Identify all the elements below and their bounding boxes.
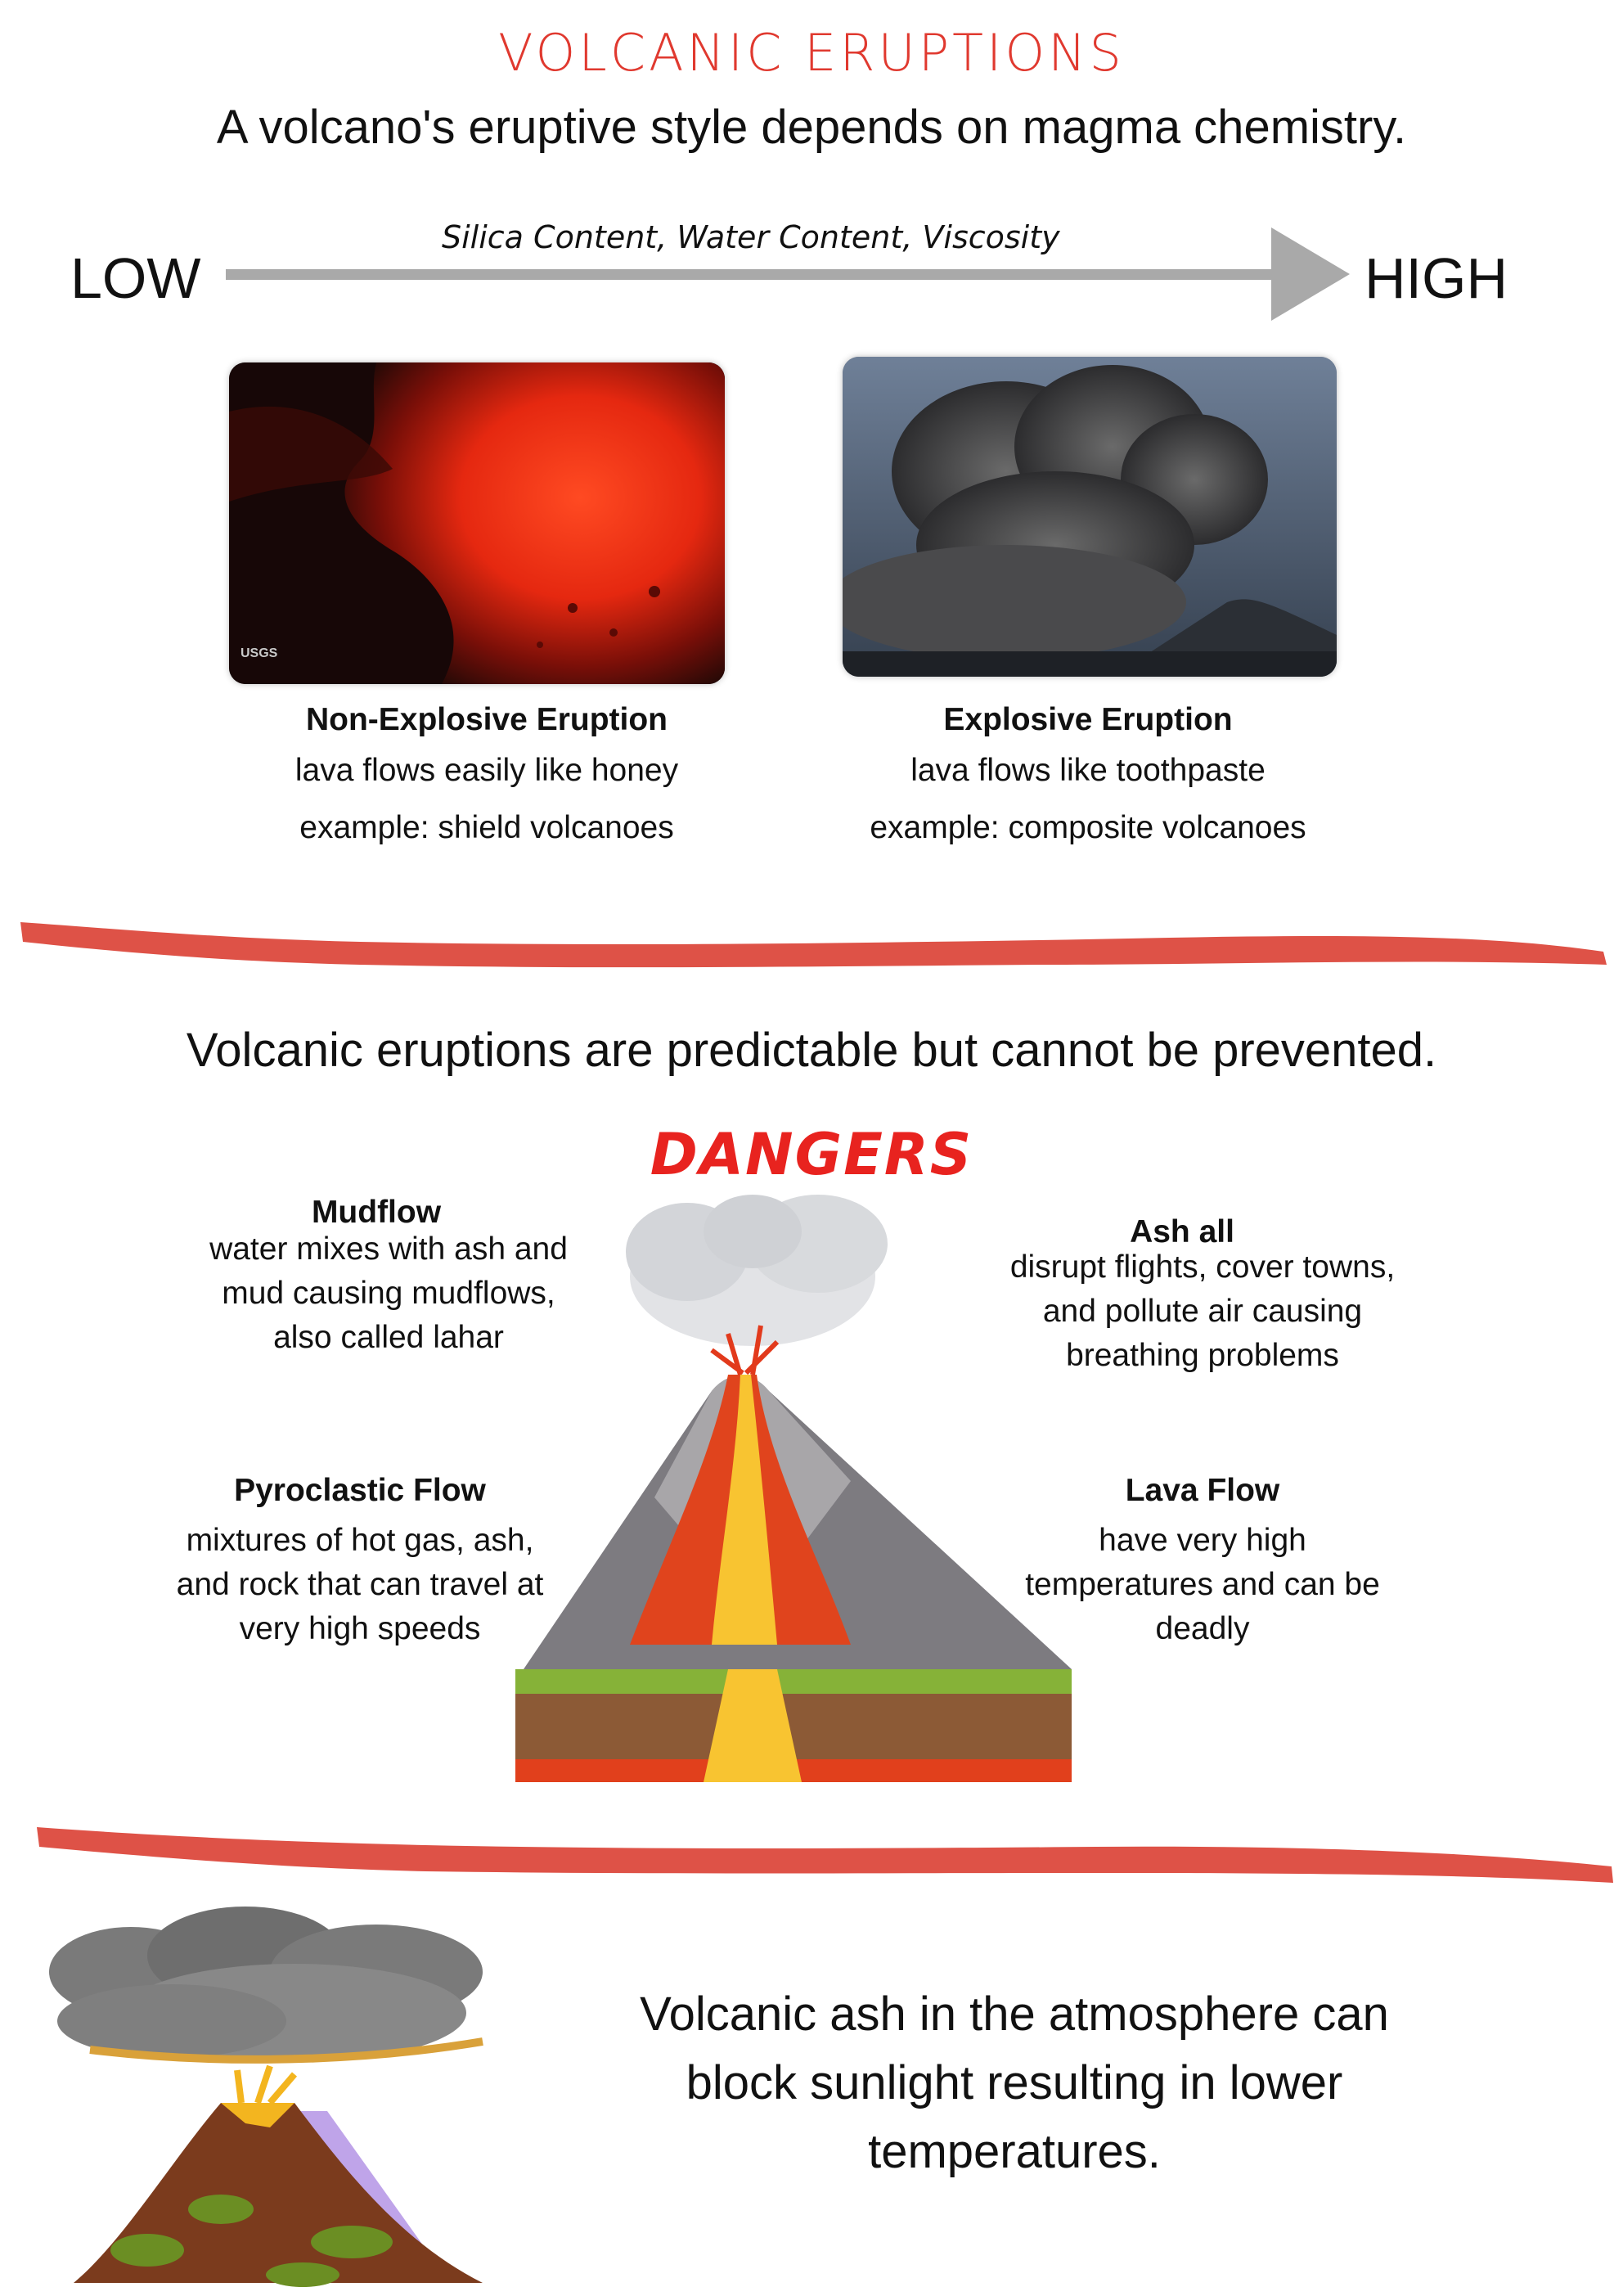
high-label: HIGH bbox=[1364, 246, 1508, 310]
ash-statement-line: Volcanic ash in the atmosphere can bbox=[640, 1988, 1389, 2041]
danger-line: temperatures and can be bbox=[1025, 1567, 1380, 1602]
danger-line: water mixes with ash and bbox=[209, 1231, 568, 1267]
danger-line: mixtures of hot gas, ash, bbox=[186, 1523, 534, 1558]
ash-statement-line: temperatures. bbox=[868, 2125, 1161, 2178]
danger-title-lava-flow: Lava Flow bbox=[1125, 1473, 1280, 1508]
explosive-example: example: composite volcanoes bbox=[870, 810, 1306, 845]
danger-line: disrupt flights, cover towns, bbox=[1009, 1249, 1396, 1285]
dangers-title: DANGERS bbox=[650, 1121, 973, 1188]
danger-title-mudflow: Mudflow bbox=[311, 1195, 442, 1230]
page-subtitle: A volcano's eruptive style depends on magma chemistry. bbox=[216, 101, 1407, 154]
explosive-eruption-photo bbox=[843, 357, 1337, 677]
danger-line: and rock that can travel at bbox=[176, 1567, 544, 1602]
danger-line: breathing problems bbox=[1066, 1338, 1339, 1373]
danger-description-lava-flow bbox=[1006, 1519, 1399, 1651]
usgs-watermark: USGS bbox=[241, 646, 278, 660]
ash-statement-line: block sunlight resulting in lower bbox=[686, 2056, 1343, 2109]
scale-description: Silica Content, Water Content, Viscosity bbox=[442, 219, 1060, 255]
explosive-description: lava flows like toothpaste bbox=[910, 753, 1266, 788]
danger-title-ash: Ash all bbox=[1130, 1214, 1234, 1249]
low-label: LOW bbox=[70, 246, 201, 310]
divider-brush-stroke bbox=[33, 1812, 1620, 1894]
erupting-volcano-ash-cloud-illustration bbox=[25, 1898, 548, 2291]
non-explosive-title: Non-Explosive Eruption bbox=[305, 702, 668, 737]
scale-arrow bbox=[221, 221, 1366, 327]
danger-line: and pollute air causing bbox=[1042, 1294, 1363, 1329]
ash-cloud bbox=[49, 1907, 483, 2062]
danger-line: have very high bbox=[1099, 1523, 1306, 1558]
non-explosive-example: example: shield volcanoes bbox=[299, 810, 674, 845]
explosive-title: Explosive Eruption bbox=[943, 702, 1233, 737]
ash-statement bbox=[573, 1980, 1456, 2186]
danger-line: very high speeds bbox=[239, 1611, 481, 1646]
ash-cloud bbox=[626, 1195, 888, 1346]
danger-title-pyroclastic-flow: Pyroclastic Flow bbox=[234, 1473, 486, 1508]
page-title: VOLCANIC ERUPTIONS bbox=[498, 23, 1125, 83]
danger-description-mudflow bbox=[172, 1227, 605, 1360]
danger-line: mud causing mudflows, bbox=[222, 1276, 555, 1311]
danger-description-ash bbox=[982, 1245, 1423, 1378]
danger-description-pyroclastic-flow bbox=[147, 1519, 573, 1651]
danger-line: also called lahar bbox=[273, 1320, 504, 1355]
prediction-statement: Volcanic eruptions are predictable but cannot be prevented. bbox=[186, 1024, 1437, 1077]
non-explosive-description: lava flows easily like honey bbox=[294, 753, 679, 788]
non-explosive-eruption-photo bbox=[229, 362, 725, 684]
divider-brush-stroke bbox=[16, 904, 1612, 978]
danger-line: deadly bbox=[1155, 1611, 1250, 1646]
